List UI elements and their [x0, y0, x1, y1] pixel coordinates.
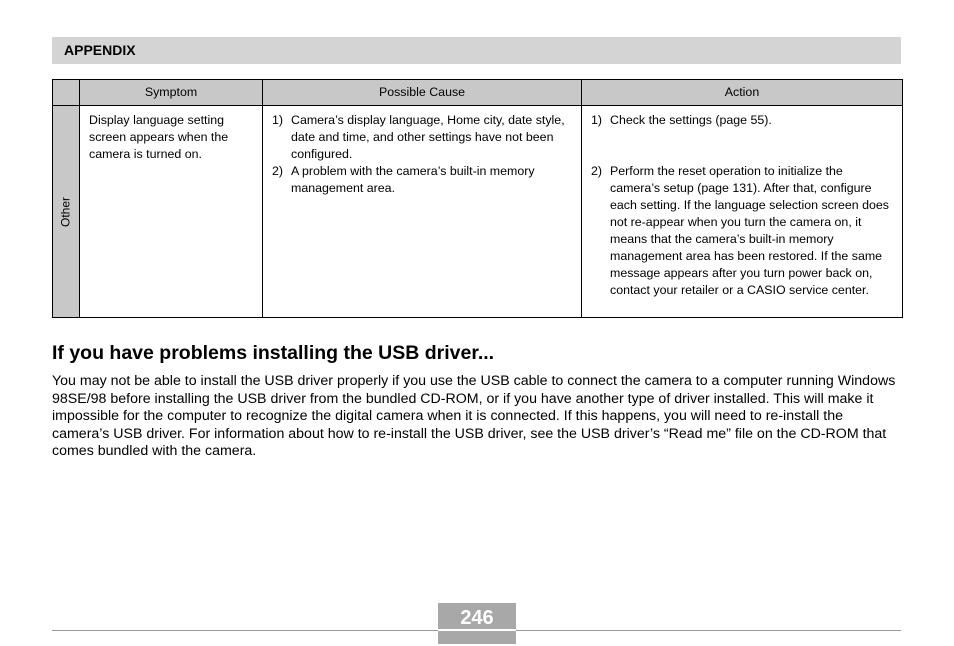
list-item: [272, 112, 573, 163]
symptom-cell: [80, 106, 263, 318]
page-number: 246: [460, 607, 494, 629]
table-header-row: [53, 80, 903, 106]
symptom-text: Display language setting screen appears when the camera is turned on.: [89, 113, 229, 161]
list-item-text: Perform the reset operation to initialize the camera’s setup (page 131). After that, configure each setting. If the language selection screen does not re-appear when you turn the camera on, it means that the camera’s built-in memory management area has been restored. If the same message appears after you turn power back on, contact your retailer or a CASIO service center.: [610, 164, 889, 297]
section-header-title: APPENDIX: [64, 42, 136, 58]
possible-cause-cell: [263, 106, 582, 318]
troubleshooting-table: [52, 79, 903, 318]
table-row: [53, 106, 903, 318]
column-header-symptom: Symptom: [80, 80, 263, 106]
action-list: [591, 112, 894, 299]
list-item: [591, 163, 894, 299]
section-heading: If you have problems installing the USB driver...: [52, 342, 495, 364]
column-header-action: Action: [582, 80, 903, 106]
page-number-divider-gap: [438, 629, 516, 631]
action-cell: [582, 106, 903, 318]
list-item-text: Check the settings (page 55).: [610, 113, 772, 127]
possible-cause-list: [272, 112, 573, 197]
list-item-number: 1): [591, 113, 603, 127]
section-body-paragraph: You may not be able to install the USB driver properly if you use the USB cable to connect the camera to a computer running Windows 98SE/98 before installing the USB driver from the bundled CD-ROM, or if you have another type of driver installed. This will make it impossible for the computer to recognize the digital camera when it is connected. If this happens, you will need to re-install the camera’s USB driver. For information about how to re-install the USB driver, see the USB driver’s “Read me” file on the CD-ROM that comes bundled with the camera.: [52, 373, 896, 460]
section-header-bar: [52, 37, 901, 64]
list-item-text: Camera’s display language, Home city, date style, date and time, and other settings have not been configured.: [291, 113, 565, 161]
list-item: [591, 112, 894, 129]
list-item-number: 2): [272, 164, 284, 178]
list-item-number: 2): [591, 164, 603, 178]
category-label: Other: [58, 196, 73, 227]
page-number-badge: [438, 603, 516, 644]
table-header-corner: [53, 80, 80, 106]
category-cell: [53, 106, 80, 318]
list-item: [272, 163, 573, 197]
list-item-text: A problem with the camera’s built-in memory management area.: [291, 164, 535, 195]
list-item-number: 1): [272, 113, 284, 127]
list-spacer: [591, 129, 894, 163]
column-header-possible-cause: Possible Cause: [263, 80, 582, 106]
